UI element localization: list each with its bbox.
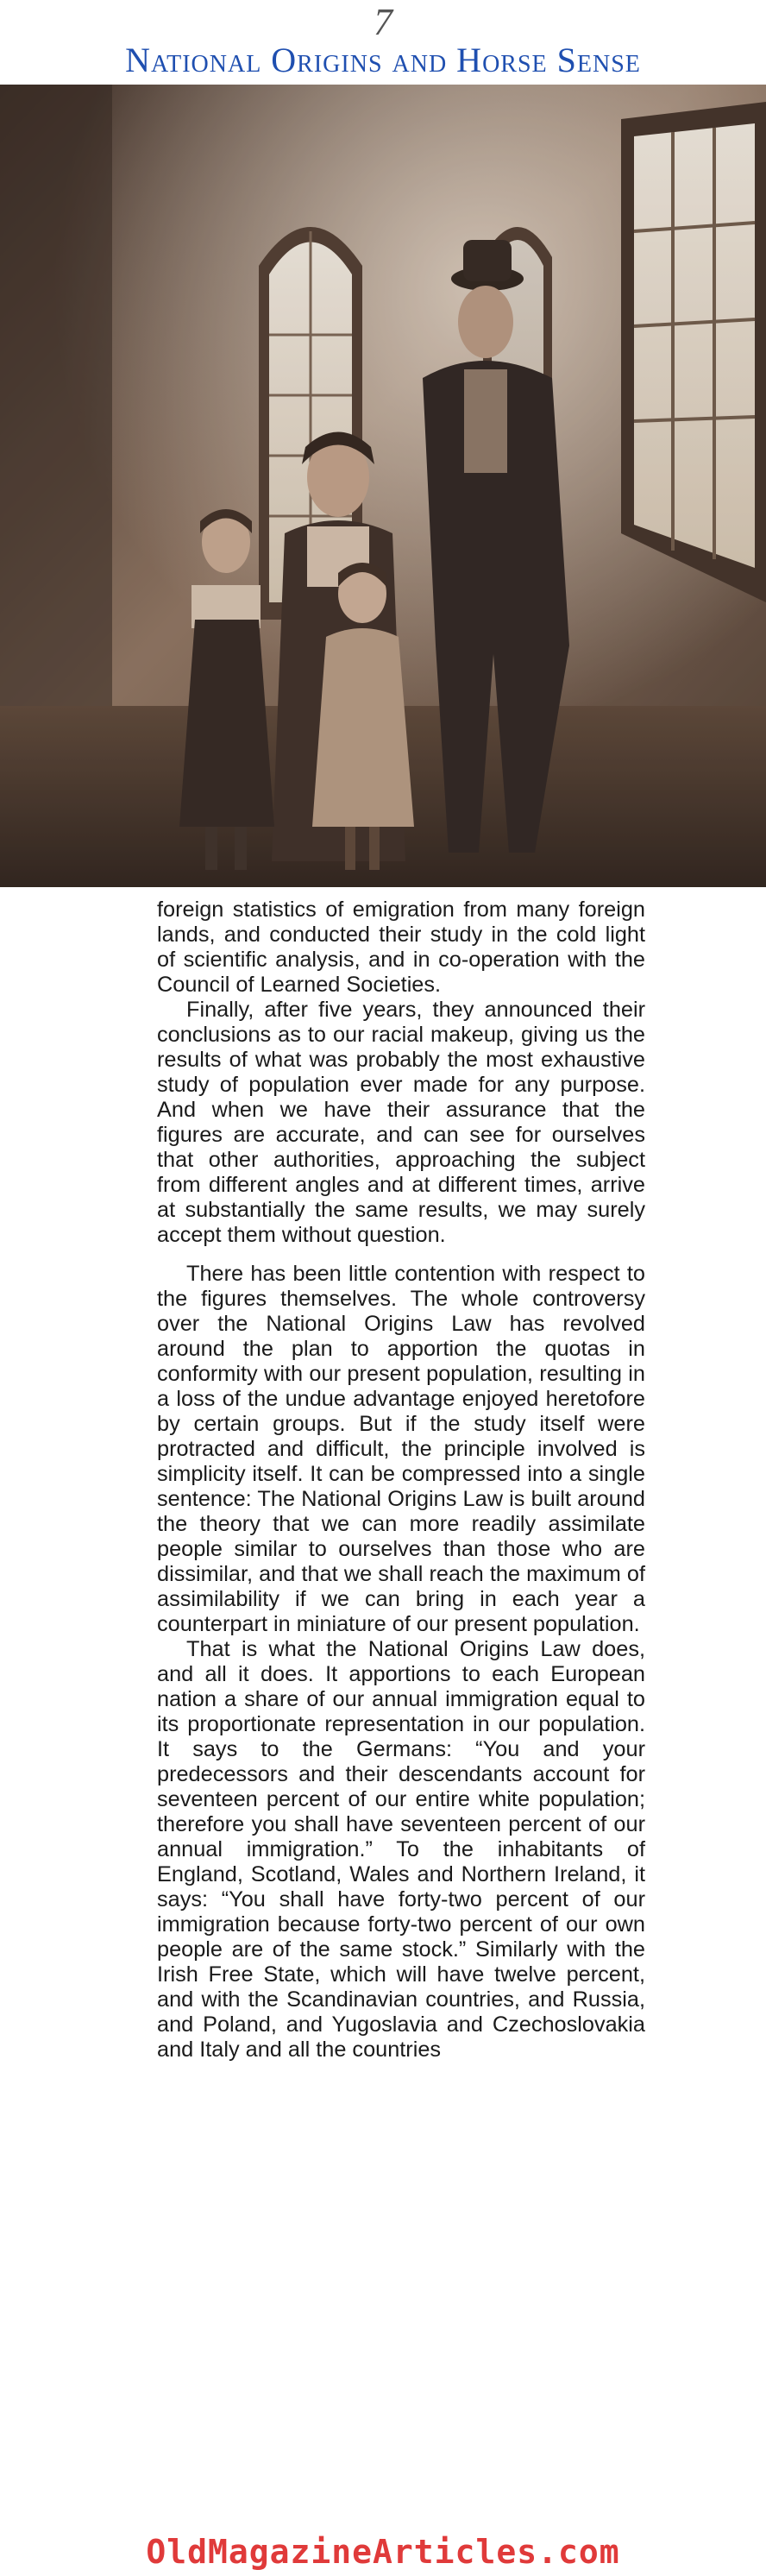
immigrant-family-photo: [0, 85, 766, 887]
page-number: 7: [374, 1, 392, 43]
article-paragraph: Finally, after five years, they announced their conclusions as to our racial makeup, giving us the results of what was probably the most exhaustive study of population ever made for any purpose. And when we have their assurance that the figures are accurate, and can see for ourselves that other authorities, approaching the subject from different angles and at different times, arrive at substantially the same results, we may surely accept them without question.: [157, 998, 645, 1247]
article-paragraph: There has been little contention with respect to the figures themselves. The whole controversy over the National Origins Law has revolved around the plan to apportion the quotas in conformity with our present population, resulting in a loss of the undue advantage enjoyed heretofore by certain groups. But if the study itself were protracted and difficult, the principle involved is simplicity itself. It can be compressed into a single sentence: The National Origins Law is built around the theory that we can more readily assimilate people similar to ourselves than those who are dissimilar, and that we shall reach the maximum of assimilability if we can bring in each year a counterpart in miniature of our present population.: [157, 1262, 645, 1636]
article-paragraph: That is what the National Origins Law does, and all it does. It apportions to each European nation a share of our annual immigration equal to its proportionate representation in our population. It says to the Germans: “You and your predecessors and their descendants account for seventeen percent of our entire white population; therefore you shall have seventeen percent of our annual immigration.” To the inhabitants of England, Scotland, Wales and Northern Ireland, it says: “You shall have forty-two percent of our immigration because forty-two percent of our own people are of the same stock.” Similarly with the Irish Free State, which will have twelve percent, and with the Scandinavian countries, and Russia, and Poland, and Yugoslavia and Czechoslovakia and Italy and all the countries: [157, 1637, 645, 2062]
site-footer-link[interactable]: OldMagazineArticles.com: [146, 2533, 620, 2571]
article-body: [157, 898, 645, 2063]
article-headline: National Origins and Horse Sense: [125, 41, 641, 79]
article-paragraph: foreign statistics of emigration from many foreign lands, and conducted their study in the cold light of scientific analysis, and in co-operation with the Council of Learned Societies.: [157, 898, 645, 997]
